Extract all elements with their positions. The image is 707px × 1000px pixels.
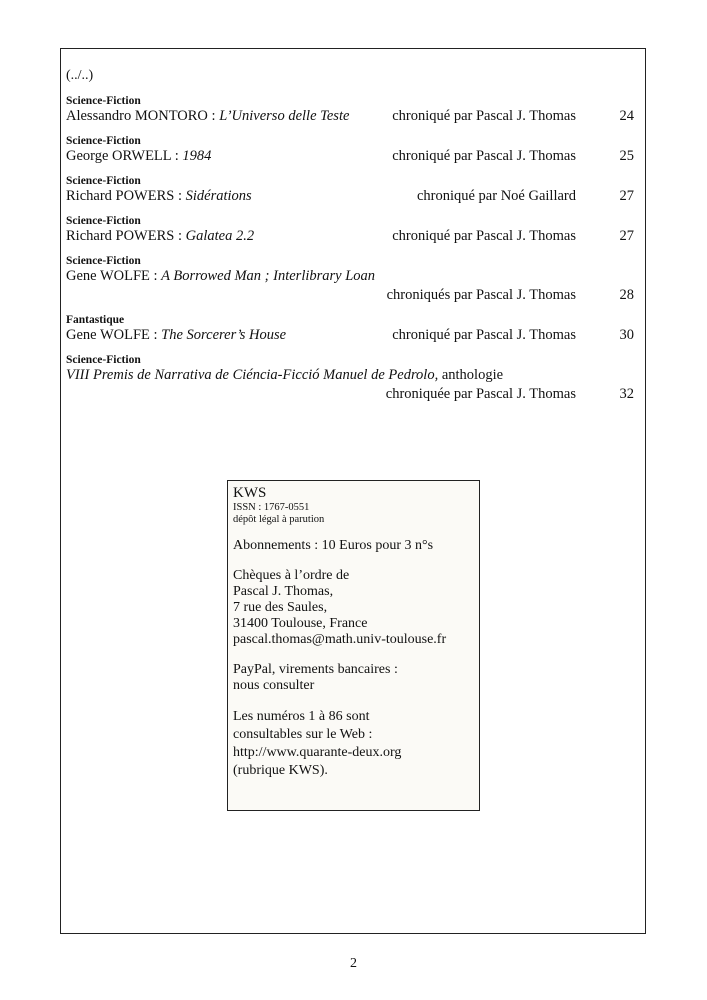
infobox-cheques-line: Pascal J. Thomas, [233,584,334,599]
entry-author: Alessandro MONTORO : [66,108,220,124]
entry-line [66,228,634,245]
entry-title [66,228,254,245]
entry-title [66,148,211,165]
infobox-paypal-line: PayPal, virements bancaires : [233,662,398,677]
entry-page: 32 [619,386,634,402]
entry-byline: chroniqué par Noé Gaillard [416,188,576,204]
entry-author: Richard POWERS : [66,228,186,244]
entry-line [66,287,634,304]
entry-author: George ORWELL : [66,148,183,164]
infobox-title: KWS [233,485,267,501]
entry-category: Fantastique [66,314,125,326]
infobox-paypal-line: nous consulter [233,678,315,693]
entry-work: The Sorcerer’s House [161,327,287,343]
toc-entry [66,175,634,205]
infobox-web-line: (rubrique KWS). [233,763,328,778]
entry-byline: chroniqué par Pascal J. Thomas [392,327,576,343]
infobox-cheques-line: Chèques à l’ordre de [233,568,350,583]
entry-category: Science-Fiction [66,215,141,227]
page-number: 2 [350,956,357,971]
entry-work: A Borrowed Man ; Interlibrary Loan [161,268,376,284]
entry-work: L’Universo delle Teste [219,108,350,124]
toc-entry [66,354,634,403]
entry-title [66,327,286,344]
kws-info-box [227,480,480,811]
infobox-web-url: http://www.quarante-deux.org [233,745,402,760]
entry-line [66,188,634,205]
entry-author: Gene WOLFE : [66,268,162,284]
infobox-legal: dépôt légal à parution [233,514,325,525]
infobox-cheques-line: 7 rue des Saules, [233,600,328,615]
entry-byline: chroniqués par Pascal J. Thomas [386,287,576,303]
infobox-issn: ISSN : 1767-0551 [233,502,310,513]
entry-page: 30 [619,327,634,343]
entry-page: 25 [619,148,634,164]
entry-line [66,148,634,165]
toc-entry [66,314,634,344]
entry-category: Science-Fiction [66,175,141,187]
entry-title [66,188,252,205]
entry-line [66,327,634,344]
toc-entry [66,135,634,165]
infobox-subscription: Abonnements : 10 Euros pour 3 n°s [233,538,434,553]
entry-byline: chroniqué par Pascal J. Thomas [392,108,576,124]
entry-category: Science-Fiction [66,354,141,366]
entry-category: Science-Fiction [66,95,141,107]
entry-title [66,108,349,125]
entry-line [66,268,634,285]
entry-work: Galatea 2.2 [185,228,255,244]
entry-byline: chroniqué par Pascal J. Thomas [392,148,576,164]
entry-category: Science-Fiction [66,255,141,267]
entry-line [66,386,634,403]
toc-entry [66,255,634,304]
infobox-cheques-line: 31400 Toulouse, France [233,616,368,631]
entry-category: Science-Fiction [66,135,141,147]
entry-page: 24 [619,108,634,124]
entry-byline: chroniquée par Pascal J. Thomas [385,386,576,402]
entry-author: Gene WOLFE : [66,327,162,343]
entry-work: 1984 [182,148,212,164]
entry-line [66,108,634,125]
entry-line [66,367,634,384]
toc-entry [66,95,634,125]
entry-page: 27 [619,188,634,204]
entry-page: 27 [619,228,634,244]
entry-title [66,367,503,384]
infobox-web-line: Les numéros 1 à 86 sont [233,709,370,724]
toc-entry [66,215,634,245]
entry-byline: chroniqué par Pascal J. Thomas [392,228,576,244]
entry-work: Sidérations [185,188,252,204]
infobox-email: pascal.thomas@math.univ-toulouse.fr [233,632,447,647]
continuation-marker: (../..) [66,68,94,83]
infobox-web-line: consultables sur le Web : [233,727,373,742]
entry-work: VIII Premis de Narrativa de Ciéncia-Ficció Manuel de Pedrolo, [66,367,439,383]
entry-author: Richard POWERS : [66,188,186,204]
entry-title [66,268,375,285]
entry-page: 28 [619,287,634,303]
entry-suffix: anthologie [438,367,504,383]
